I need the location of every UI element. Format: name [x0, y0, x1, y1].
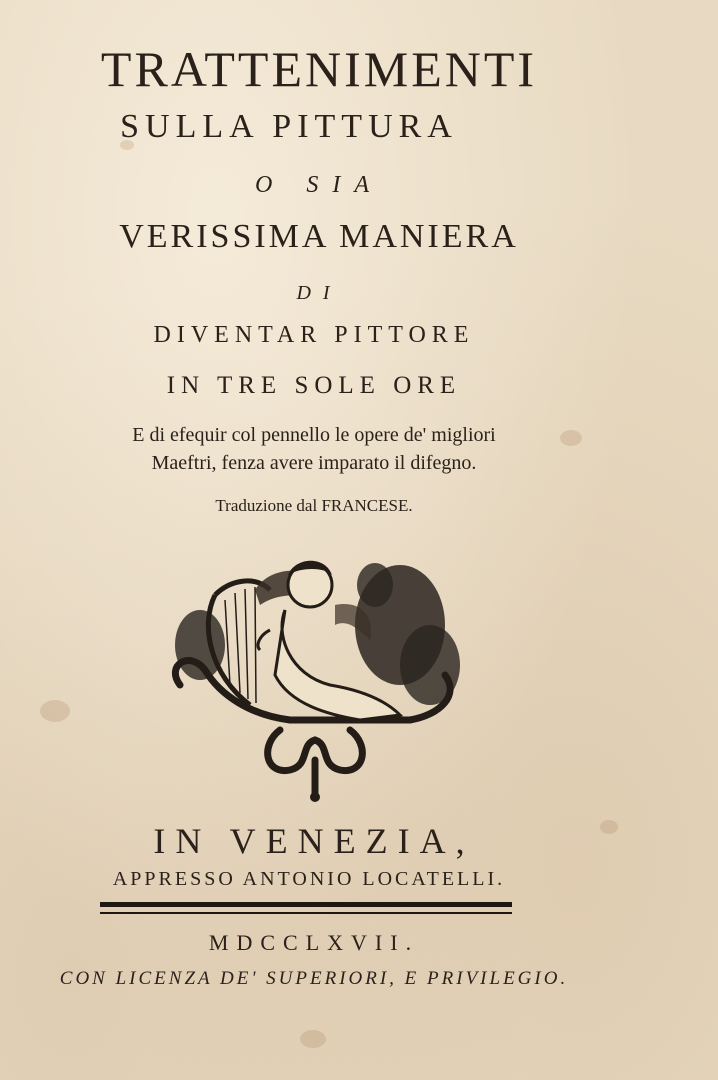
publication-year: MDCCLXVII. [208, 930, 420, 955]
subtitle-line-1: E di efequir col pennello le opere de' migliori [132, 424, 496, 446]
printer-name: APPRESSO ANTONIO LOCATELLI. [112, 868, 506, 890]
title-line-1: TRATTENIMENTI [100, 41, 538, 97]
cherub-harp-vignette [160, 545, 470, 805]
foxing-spot [40, 700, 70, 722]
license-note: CON LICENZA DE' SUPERIORI, E PRIVILEGIO. [59, 968, 569, 989]
title-line-7: IN TRE SOLE ORE [166, 372, 462, 399]
title-line-2: SULLA PITTURA [120, 108, 458, 145]
title-line-5: DI [296, 282, 342, 304]
subtitle-line-2: Maeftri, fenza avere imparato il difegno. [151, 452, 477, 474]
title-line-6: DIVENTAR PITTORE [153, 322, 475, 348]
foxing-spot [300, 1030, 326, 1048]
divider-rule [100, 912, 512, 914]
place-of-publication: IN VENEZIA, [153, 821, 475, 861]
title-line-3: O SIA [255, 172, 383, 198]
divider-rule [100, 902, 512, 907]
title-line-4: VERISSIMA MANIERA [119, 218, 519, 255]
translation-note: Traduzione dal FRANCESE. [215, 496, 413, 515]
